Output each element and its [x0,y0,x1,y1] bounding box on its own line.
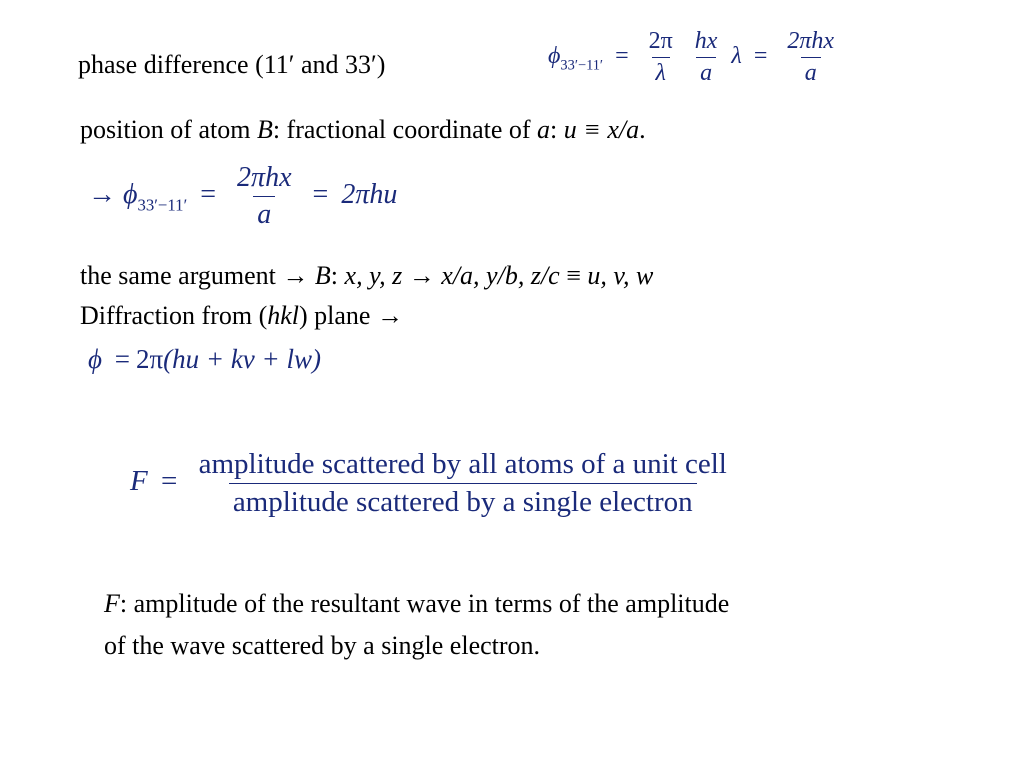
equals-sign: = [114,344,130,374]
general-phase-equation [88,344,321,375]
phase-difference-reduced-equation [88,162,397,231]
fraction-denominator: amplitude scattered by a single electron [229,483,697,519]
fraction-denominator: a [801,57,821,87]
arrow-symbol: → [88,178,116,210]
equals-sign: = [160,465,178,498]
fraction-numerator: hx [694,28,718,54]
arrow-symbol: → [376,301,403,330]
phase-difference-equation [548,28,842,87]
equals-sign: = [312,178,329,210]
fraction-hx-over-a [691,28,722,87]
uvw-vars: u, v, w [587,261,654,290]
arrow-symbol: → [282,261,309,290]
f-symbol: F [130,465,148,498]
phi-subscript: 33′−11′ [137,195,188,215]
phi-symbol: ϕ [123,178,138,210]
same-argument-line [80,261,653,291]
equivalence-symbol: ≡ [566,261,581,290]
f-symbol: F [104,589,120,618]
structure-factor-fraction [195,448,731,519]
result-2pihu: 2πhu [341,178,398,210]
hkl-indices: hkl [267,301,299,330]
diffraction-plane-line [80,301,403,331]
fraction-numerator: 2πhx [787,28,835,54]
xyz-vars: x, y, z [344,261,403,290]
structure-factor-equation [130,448,735,519]
text-segment: . [639,115,646,144]
definition-line-1 [104,583,729,625]
coord-symbol: a [537,115,551,144]
definition-line-2: of the wave scattered by a single electron. [104,631,541,660]
fractional-coordinate-definition: u ≡ x/a [563,115,640,144]
fraction-numerator: 2π [648,28,673,54]
text-segment: : [330,261,345,290]
text-segment: the same argument [80,261,283,290]
two-pi: 2π [135,344,164,374]
fraction-denominator: a [696,57,716,87]
phi-symbol: ϕ [548,43,561,70]
arrow-symbol: → [408,261,435,290]
text-segment: position of atom [80,115,257,144]
text-segment: : amplitude of the resultant wave in terms of the amplitude [119,589,730,618]
equals-sign: = [615,43,629,70]
equals-sign: = [753,43,768,70]
text-segment: : fractional coordinate of [272,115,538,144]
fraction-2pi-over-lambda [645,28,677,87]
text-segment: Diffraction from ( [80,301,268,330]
fraction-2pihx-over-a [233,162,295,231]
phase-sum: (hu + kv + lw) [163,344,322,374]
phi-subscript: 33′−11′ [560,57,604,74]
phase-difference-text: phase difference (11′ and 33′) [78,50,386,79]
lambda-symbol: λ [731,43,742,70]
text-segment: : [550,115,564,144]
fraction-denominator: λ [652,57,670,87]
atom-position-line [80,115,646,145]
fraction-numerator: 2πhx [237,162,292,193]
structure-factor-definition [104,583,729,667]
fraction-numerator: amplitude scattered by all atoms of a unit cell [198,448,727,480]
phi-symbol: ϕ [88,344,102,374]
phase-difference-label [78,50,385,80]
fraction-2pihx-over-a [783,28,838,87]
fraction-denominator: a [253,196,275,231]
atom-symbol: B [256,115,273,144]
atom-symbol: B [314,261,331,290]
equals-sign: = [200,178,217,210]
fractional-vars: x/a, y/b, z/c [441,261,560,290]
text-segment: ) plane [299,301,377,330]
